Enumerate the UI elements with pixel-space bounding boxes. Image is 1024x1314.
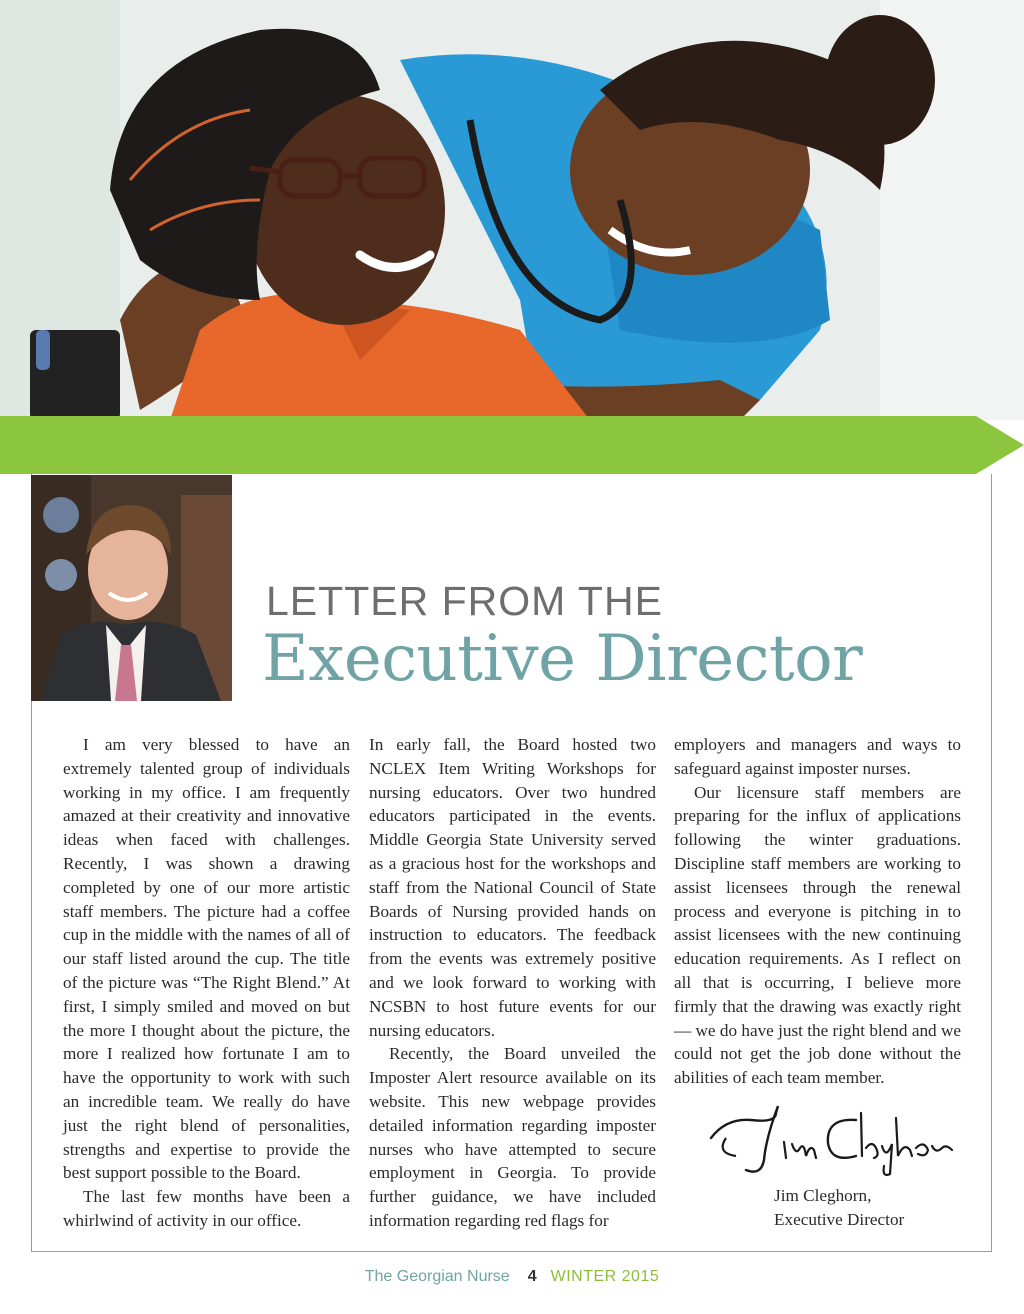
paragraph: In early fall, the Board hosted two NCLEX Item Writing Workshops for nursing educators. Over two hundred educators participated in the events. Middle Georgia State University served as a gracious host for the workshops and staff from the National Council of State Boards of Nursing provided hands on instruction to educators. The feedback from the events was extremely positive and we look forward to working with NCSBN to host future events for our nursing educators. xyxy=(369,735,656,1040)
page-number: 4 xyxy=(527,1268,537,1285)
text-column-2 xyxy=(369,733,656,1233)
signer-title: Executive Director xyxy=(774,1210,905,1229)
paragraph: employers and managers and ways to safeguard against imposter nurses. xyxy=(674,735,961,778)
hero-photo xyxy=(0,0,1024,420)
portrait-illustration xyxy=(31,475,232,701)
page-title: Executive Director xyxy=(262,622,863,696)
text-column-1 xyxy=(63,733,350,1233)
paragraph: The last few months have been a whirlwind of activity in our office. xyxy=(63,1187,350,1230)
author-portrait xyxy=(31,475,232,701)
paragraph: I am very blessed to have an extremely talented group of individuals working in my office. I am frequently amazed at their creativity and innovative ideas when faced with challenges. Recently, I was shown a drawing completed by one of our more artistic staff members. The picture had a coffee cup in the middle with the names of all of our staff listed around the cup. The title of the picture was “The Right Blend.” At first, I simply smiled and moved on but the more I thought about the picture, the more I realized how fortunate I am to have the opportunity to work with such an incredible team. We really do have just the right blend of personalities, strengths and expertise to provide the best support possible to the Board. xyxy=(63,735,350,1183)
text-column-3 xyxy=(674,733,961,1090)
signer-name: Jim Cleghorn, xyxy=(774,1186,872,1205)
paragraph: Our licensure staff members are preparing for the influx of applications following the winter graduations. Discipline staff members are working to assist licensees through the renewal process and everyone is pitching in to assist licensees with the new continuing education requirements. As I reflect on all that is occurring, I believe more firmly that the drawing was exactly right — we do have just the right blend and we could not get the job done without the abilities of each team member. xyxy=(674,782,961,1088)
publication-name: The Georgian Nurse xyxy=(364,1268,510,1285)
heading-kicker: LETTER FROM THE xyxy=(266,578,663,624)
paragraph: Recently, the Board unveiled the Imposter Alert resource available on its website. This new webpage provides detailed information regarding imposter nurses who have attempted to secure employment in Georgia. To provide further guidance, we have included information regarding red flags for xyxy=(369,1044,656,1230)
green-arrow-band xyxy=(0,414,1024,476)
issue-label: WINTER 2015 xyxy=(550,1268,660,1285)
hero-illustration xyxy=(0,0,1024,420)
handwritten-signature xyxy=(706,1098,956,1178)
page-footer xyxy=(0,1268,1024,1286)
